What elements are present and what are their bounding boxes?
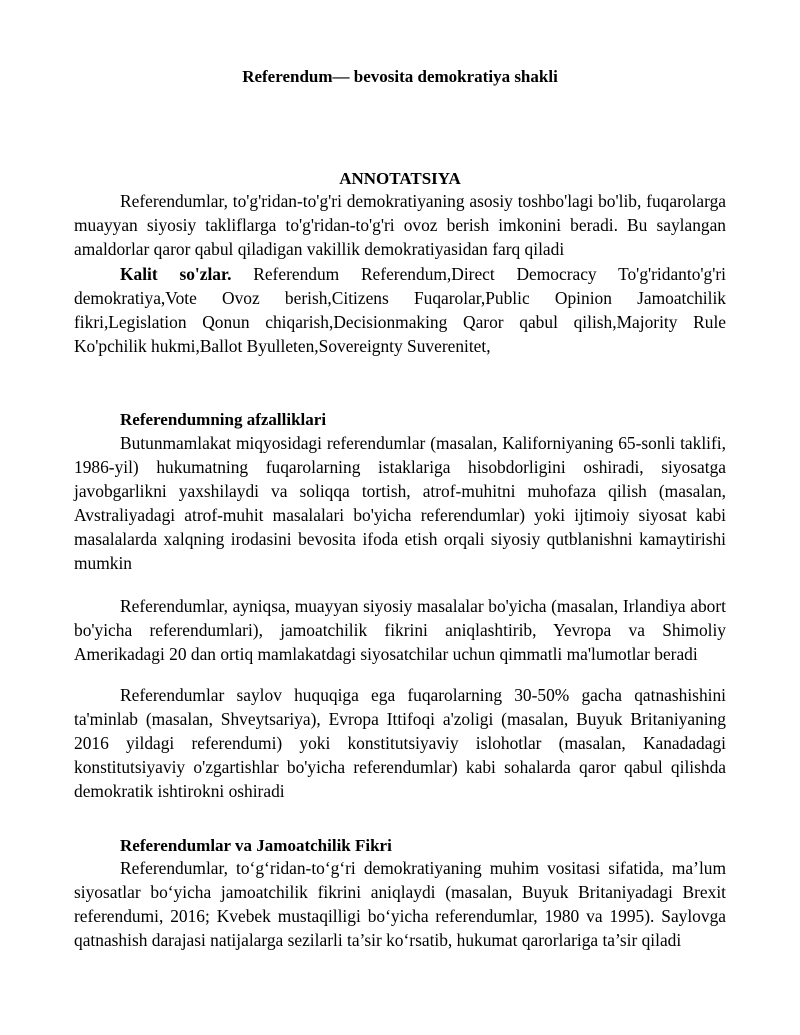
section-heading-public-opinion: Referendumlar va Jamoatchilik Fikri — [120, 836, 392, 855]
keywords-label: Kalit so'zlar. — [120, 264, 232, 284]
section-public-opinion-paragraph — [74, 856, 726, 952]
section-heading-advantages: Referendumning afzalliklari — [120, 410, 327, 429]
section-advantages-paragraph-3 — [74, 683, 726, 803]
document-title: Referendum— bevosita demokratiya shakli — [242, 67, 558, 86]
paragraph: Butunmamlakat miqyosidagi referendumlar (masalan, Kaliforniyaning 65-sonli taklifi, 1986-yil) hukumatning fuqarolarning istaklariga hisobdorligini oshiradi, siyosatga javobgarlikni yaxshilaydi va soliqqa tortish, atrof-muhitni muhofaza qilish (masalan, Avstraliyadagi atrof-muhit masalalari bo'yicha referendumlar) yoki ijtimoiy siyosat kabi masalalarda xalqning irodasini bevosita ifoda etish orqali siyosiy qutblanishni kamaytirishi mumkin — [74, 433, 726, 573]
keywords-paragraph — [74, 262, 726, 358]
paragraph: Referendumlar, ayniqsa, muayyan siyosiy masalalar bo'yicha (masalan, Irlandiya abort bo'yicha referendumlari), jamoatchilik fikrini aniqlashtirib, Yevropa va Shimoliy Amerikadagi 20 dan ortiq mamlakatdagi siyosatchilar uchun qimmatli ma'lumotlar beradi — [74, 596, 726, 664]
keywords-section — [74, 262, 726, 358]
section-advantages-paragraph-2 — [74, 594, 726, 666]
paragraph: Referendumlar, to‘g‘ridan-to‘g‘ri demokratiyaning muhim vositasi sifatida, ma’lum siyosatlar bo‘yicha jamoatchilik fikrini aniqlaydi (masalan, Buyuk Britaniyadagi Brexit referendumi, 2016; Kvebek mustaqilligi bo‘yicha referendumlar, 1980 va 1995). Saylovga qatnashish darajasi natijalarga sezilarli ta’sir ko‘rsatib, hukumat qarorlariga ta’sir qiladi — [74, 858, 726, 950]
keywords-text: Referendum Referendum,Direct Democracy To'g'ridanto'g'ri demokratiya,Vote Ovoz berish,Citizens Fuqarolar,Public Opinion Jamoatchilik fikri,Legislation Qonun chiqarish,Decisionmaking Qaror qabul qilish,Majority Rule Ko'pchilik hukmi,Ballot Byulleten,Sovereignty Suverenitet, — [74, 264, 726, 356]
annotation-section — [74, 189, 726, 261]
paragraph: Referendumlar saylov huquqiga ega fuqarolarning 30-50% gacha qatnashishini ta'minlab (masalan, Shveytsariya), Evropa Ittifoqi a'zoligi (masalan, Buyuk Britaniyaning 2016 yildagi referendumi) yoki konstitutsiyaviy islohotlar (masalan, Kanadadagi konstitutsiyaviy o'zgartishlar bo'yicha referendumlar) kabi sohalarda qaror qabul qilishda demokratik ishtirokni oshiradi — [74, 685, 726, 801]
annotation-paragraph: Referendumlar, to'g'ridan-to'g'ri demokratiyaning asosiy toshbo'lagi bo'lib, fuqarolarga muayyan siyosiy takliflarga to'g'ridan-to'g'ri ovoz berish imkonini beradi. Bu saylangan amaldorlar qaror qabul qiladigan vakillik demokratiyasidan farq qiladi — [74, 191, 726, 259]
annotation-heading: ANNOTATSIYA — [339, 169, 461, 188]
section-advantages-paragraph-1 — [74, 431, 726, 575]
